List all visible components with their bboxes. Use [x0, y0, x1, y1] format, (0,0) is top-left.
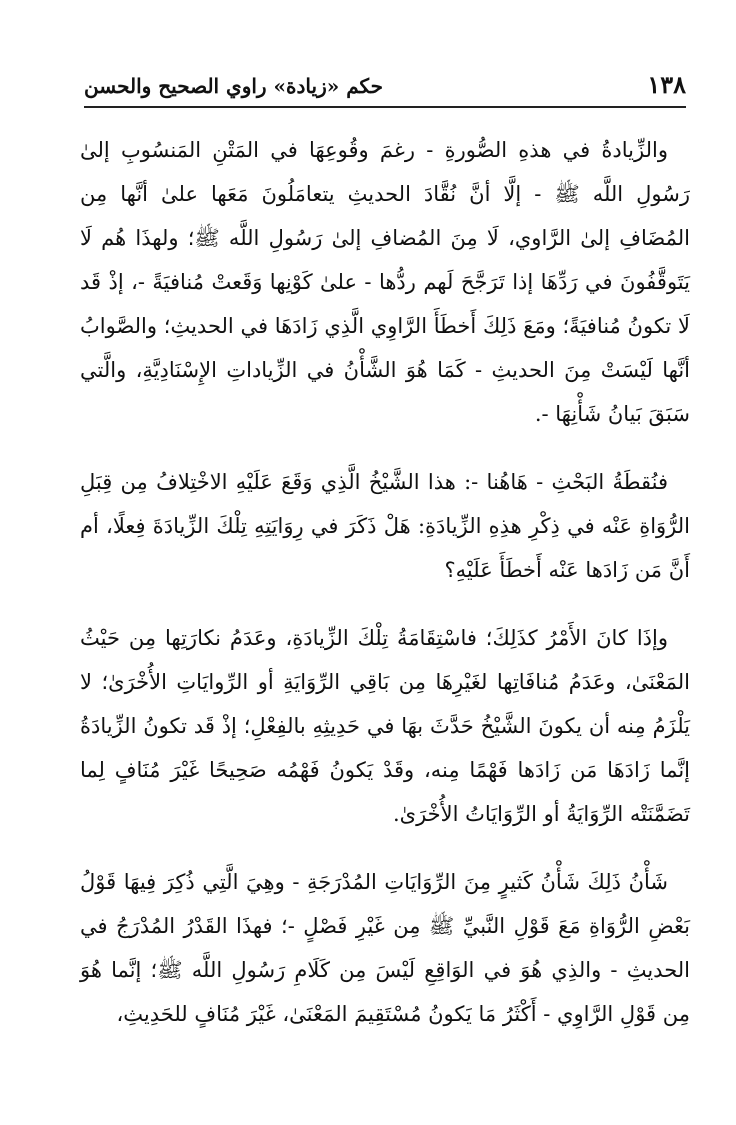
paragraph: والزِّيادةُ في هذهِ الصُّورةِ - رغمَ وقُوعِهَا في المَتْنِ المَنسُوبِ إلىٰ رَسُولِ اللَّه ﷺ - إلَّا أنَّ نُقَّادَ الحديثِ يتعامَلُونَ مَعَها علىٰ أنَّها مِن المُضَافِ إلىٰ الرَّاوي، لَا مِنَ المُضافِ إلىٰ رَسُولِ اللَّه ﷺ؛ ولهذَا هُم لَا يَتَوقَّفُونَ في رَدِّهَا إذا تَرَجَّحَ لَهم ردُّها - علىٰ كَوْنِها وَقَعتْ مُنافيَةً -، إذْ قَد لَا تكونُ مُنافيَةً؛ ومَعَ ذَلِكَ أَخطَأَ الرَّاوِي الَّذِي زَادَهَا في الحديثِ؛ والصَّوابُ أنَّها لَيْسَتْ مِنَ الحديثِ - كَمَا هُوَ الشَّأْنُ في الزِّياداتِ الإِسْنَادِيَّةِ، والَّتي سَبَقَ بَيانُ شَأْنِهَا -.	[80, 138, 690, 426]
paragraph: شَأْنُ ذَلِكَ شَأْنُ كَثيرٍ مِنَ الرِّوَايَاتِ المُدْرَجَةِ - وهِيَ الَّتِي ذُكِرَ فِيهَا قَوْلُ بَعْضِ الرُّوَاةِ مَعَ قَوْلِ النَّبيِّ ﷺ مِن غَيْرِ فَصْلٍ -؛ فهذَا القَدْرُ المُدْرَجُ في الحديثِ - والذِي هُوَ في الوَاقِعِ لَيْسَ مِن كَلَامِ رَسُولِ اللَّه ﷺ؛ إنَّما هُوَ مِن قَوْلِ الرَّاوِي - أَكْثَرُ مَا يَكونُ مُسْتَقِيمَ المَعْنَىٰ، غَيْرَ مُنَافٍ للحَدِيثِ،	[80, 870, 690, 1026]
paragraph: وإذَا كانَ الأَمْرُ كذَلِكَ؛ فاسْتِقَامَةُ تِلْكَ الزِّيادَةِ، وعَدَمُ نكارَتِها مِن حَيْثُ المَعْنَىٰ، وعَدَمُ مُنافَاتِها لغَيْرِهَا مِن بَاقِي الرِّوَايَةِ أو الرِّوايَاتِ الأُخْرَىٰ؛ لا يَلْزَمُ مِنه أن يكونَ الشَّيْخُ حَدَّثَ بهَا في حَدِيثِهِ بالفِعْلِ؛ إذْ قَد تكونُ الزِّيادَةُ إنَّما زَادَهَا مَن زَادَها فَهْمًا مِنه، وقَدْ يَكونُ فَهْمُه صَحِيحًا غَيْرَ مُنَافٍ لِما تَضَمَّنَتْه الرِّوَايَةُ أو الرِّوَايَاتُ الأُخْرَىٰ.	[80, 626, 690, 826]
paragraph: فنُقطَةُ البَحْثِ - هَاهُنا -: هذا الشَّيْخُ الَّذِي وَقَعَ عَلَيْهِ الاخْتِلافُ مِن قِبَلِ الرُّوَاةِ عَنْه في ذِكْرِ هذِهِ الزِّيادَةِ: هَلْ ذَكَرَ في رِوَايَتِهِ تِلْكَ الزِّيادَةَ فِعلًا، أم أَنَّ مَن زَادَها عَنْه أَخطَأَ عَلَيْهِ؟	[80, 470, 690, 582]
page-header	[84, 70, 686, 104]
page-number: ١٣٨	[647, 70, 686, 99]
page-body	[80, 128, 690, 1036]
header-divider	[84, 106, 686, 108]
running-title: حكم «زيادة» راوي الصحيح والحسن	[84, 74, 383, 98]
